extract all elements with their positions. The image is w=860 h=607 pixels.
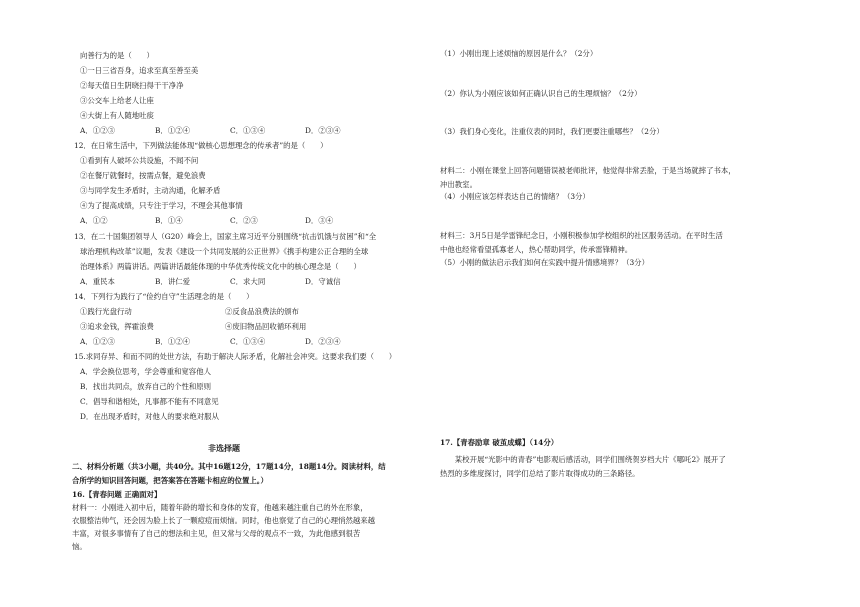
q12-item-4: ④为了提高成绩，只专注于学习，不理会其他事情	[80, 201, 243, 210]
q13-option-d: D．守诚信	[305, 277, 341, 286]
material-1-line-3: 丰富，对很多事情有了自己的想法和主见，但又常与父母的观点不一致，为此他感到很苦	[72, 529, 361, 538]
section-title: 非选择题	[208, 443, 240, 453]
q16-title: 16.【青春问题 正确面对】	[72, 490, 162, 499]
q14-option-c: C．①③④	[230, 337, 266, 346]
q13-option-a: A．重民本	[80, 277, 115, 286]
q12-option-b: B．①④	[155, 216, 183, 225]
q13-option-c: C．求大同	[230, 277, 266, 286]
part2-heading-line-1: 二、材料分析题（共3小题，共40分。其中16题12分，17题14分，18题14分。阅读材料，结	[72, 462, 386, 471]
material-2-line-1: 材料二：小刚在课堂上回答问题错误被老师批评，他觉得非常丢脸，于是当场就摔了书本，	[440, 166, 736, 175]
q11-options	[80, 126, 341, 136]
part2-heading-line-2: 合所学的知识回答问题，把答案答在答题卡相应的位置上。）	[72, 476, 268, 485]
material-3-line-2: 中他也经常看望孤寡老人，热心帮助同学，传承雷锋精神。	[440, 245, 633, 254]
q14-stem: 14．下列行为践行了“俭约自守”生活理念的是（ ）	[74, 292, 254, 301]
material-1-line-1: 材料一：小刚进入初中后，随着年龄的增长和身体的发育，他越来越注重自己的外在形象，	[72, 503, 368, 512]
q14-item-3: ③追求金钱，挥霍浪费	[80, 322, 154, 331]
q12-options	[80, 216, 333, 226]
q13-stem-line-3: 治理体系》两篇讲话。两篇讲话最能体现的中华优秀传统文化中的核心理念是（ ）	[80, 262, 361, 271]
q14-option-a: A．①②③	[80, 337, 115, 346]
q13-stem-line-1: 13．在二十国集团领导人（G20）峰会上，国家主席习近平分别围绕“抗击饥饿与贫困”和“全	[74, 232, 377, 241]
q14-options	[80, 337, 341, 347]
q15-option-b: B．找出共同点，放弃自己的个性和原则	[80, 382, 212, 391]
q11-option-c: C．①③④	[230, 126, 266, 135]
q14-item-4: ④废旧物品回收循环利用	[225, 322, 307, 331]
q16-sub-2: （2）你认为小刚应该如何正确认识自己的生理烦恼？（2分）	[440, 89, 642, 98]
q11-option-d: D．②③④	[305, 126, 341, 135]
q11-item-4: ④大街上有人随地吐痰	[80, 111, 154, 120]
q11-option-b: B．①②④	[155, 126, 190, 135]
q15-option-c: C．倡导和谐相处，凡事都不能有不同意见	[80, 397, 219, 406]
q17-title: 17.【青春励章 破茧成蝶】（14分）	[440, 438, 559, 447]
q16-sub-4: （4）小刚应该怎样表达自己的情绪？（3分）	[440, 192, 590, 201]
q15-option-d: D．在出现矛盾时，对他人的要求绝对服从	[80, 412, 219, 421]
q12-item-1: ①看到有人破坏公共设施，不闻不问	[80, 156, 199, 165]
q14-option-d: D．②③④	[305, 337, 341, 346]
q12-item-2: ②在餐厅就餐时，按需点餐，避免浪费	[80, 171, 206, 180]
q11-item-3: ③公交车上给老人让座	[80, 96, 154, 105]
q16-sub-1: （1）小刚出现上述烦恼的原因是什么？（2分）	[440, 49, 598, 58]
q14-items-row-2	[80, 322, 306, 332]
q13-option-b: B．讲仁爱	[155, 277, 190, 286]
q11-option-a: A．①②③	[80, 126, 115, 135]
material-1-line-4: 恼。	[72, 542, 87, 551]
q17-material-line-1: 某校开展“光影中的青春”电影观后感活动，同学们围绕贺岁档大片《哪吒2》展开了	[440, 455, 726, 464]
q11-stem-tail: 向善行为的是（ ）	[80, 51, 154, 60]
q14-option-b: B．①②④	[155, 337, 190, 346]
q17-material-line-2: 热烈的多维度探讨，同学们总结了影片取得成功的三条路径。	[440, 469, 640, 478]
q16-sub-5: （5）小刚的做法启示我们如何在实践中提升情感境界？（3分）	[440, 258, 649, 267]
q12-stem: 12．在日常生活中，下列做法能体现“做核心思想理念的传承者”的是（ ）	[74, 141, 328, 150]
material-1-line-2: 衣服整洁帅气，还会因为脸上长了一颗痘痘而烦恼。同时，他也察觉了自己的心理悄然越来越	[72, 516, 376, 525]
q12-item-3: ③与同学发生矛盾时，主动沟通，化解矛盾	[80, 186, 221, 195]
q15-stem: 15.求同存异、和而不同的处世方法，有助于解决人际矛盾，化解社会冲突。这要求我们要（ ）	[74, 352, 397, 361]
material-2-line-2: 冲出教室。	[440, 180, 477, 189]
q11-item-2: ②每天值日生阴晓扫得干干净净	[80, 81, 184, 90]
q14-item-1: ①践行光盘行动	[80, 307, 132, 316]
q11-item-1: ①一日三省吾身，追求至真至善至美	[80, 66, 199, 75]
material-3-line-1: 材料三：3月5日是学雷锋纪念日，小刚积极参加学校组织的社区服务活动。在平时生活	[440, 231, 723, 240]
q12-option-a: A．①②	[80, 216, 108, 225]
q14-item-2: ②反食品浪费法的颁布	[225, 307, 299, 316]
q13-options	[80, 277, 341, 287]
q16-sub-3: （3）我们身心变化，注重仪表的同时，我们更要注重哪些？（2分）	[440, 127, 664, 136]
q14-items-row-1	[80, 307, 299, 317]
q12-option-d: D．③④	[305, 216, 334, 225]
q15-option-a: A．学会换位思考，学会尊重和宽容他人	[80, 367, 211, 376]
q13-stem-line-2: 球治理机构改革”议题，发表《建设一个共同发展的公正世界》《携手构建公正合理的全球	[80, 247, 369, 256]
q12-option-c: C．②③	[230, 216, 258, 225]
